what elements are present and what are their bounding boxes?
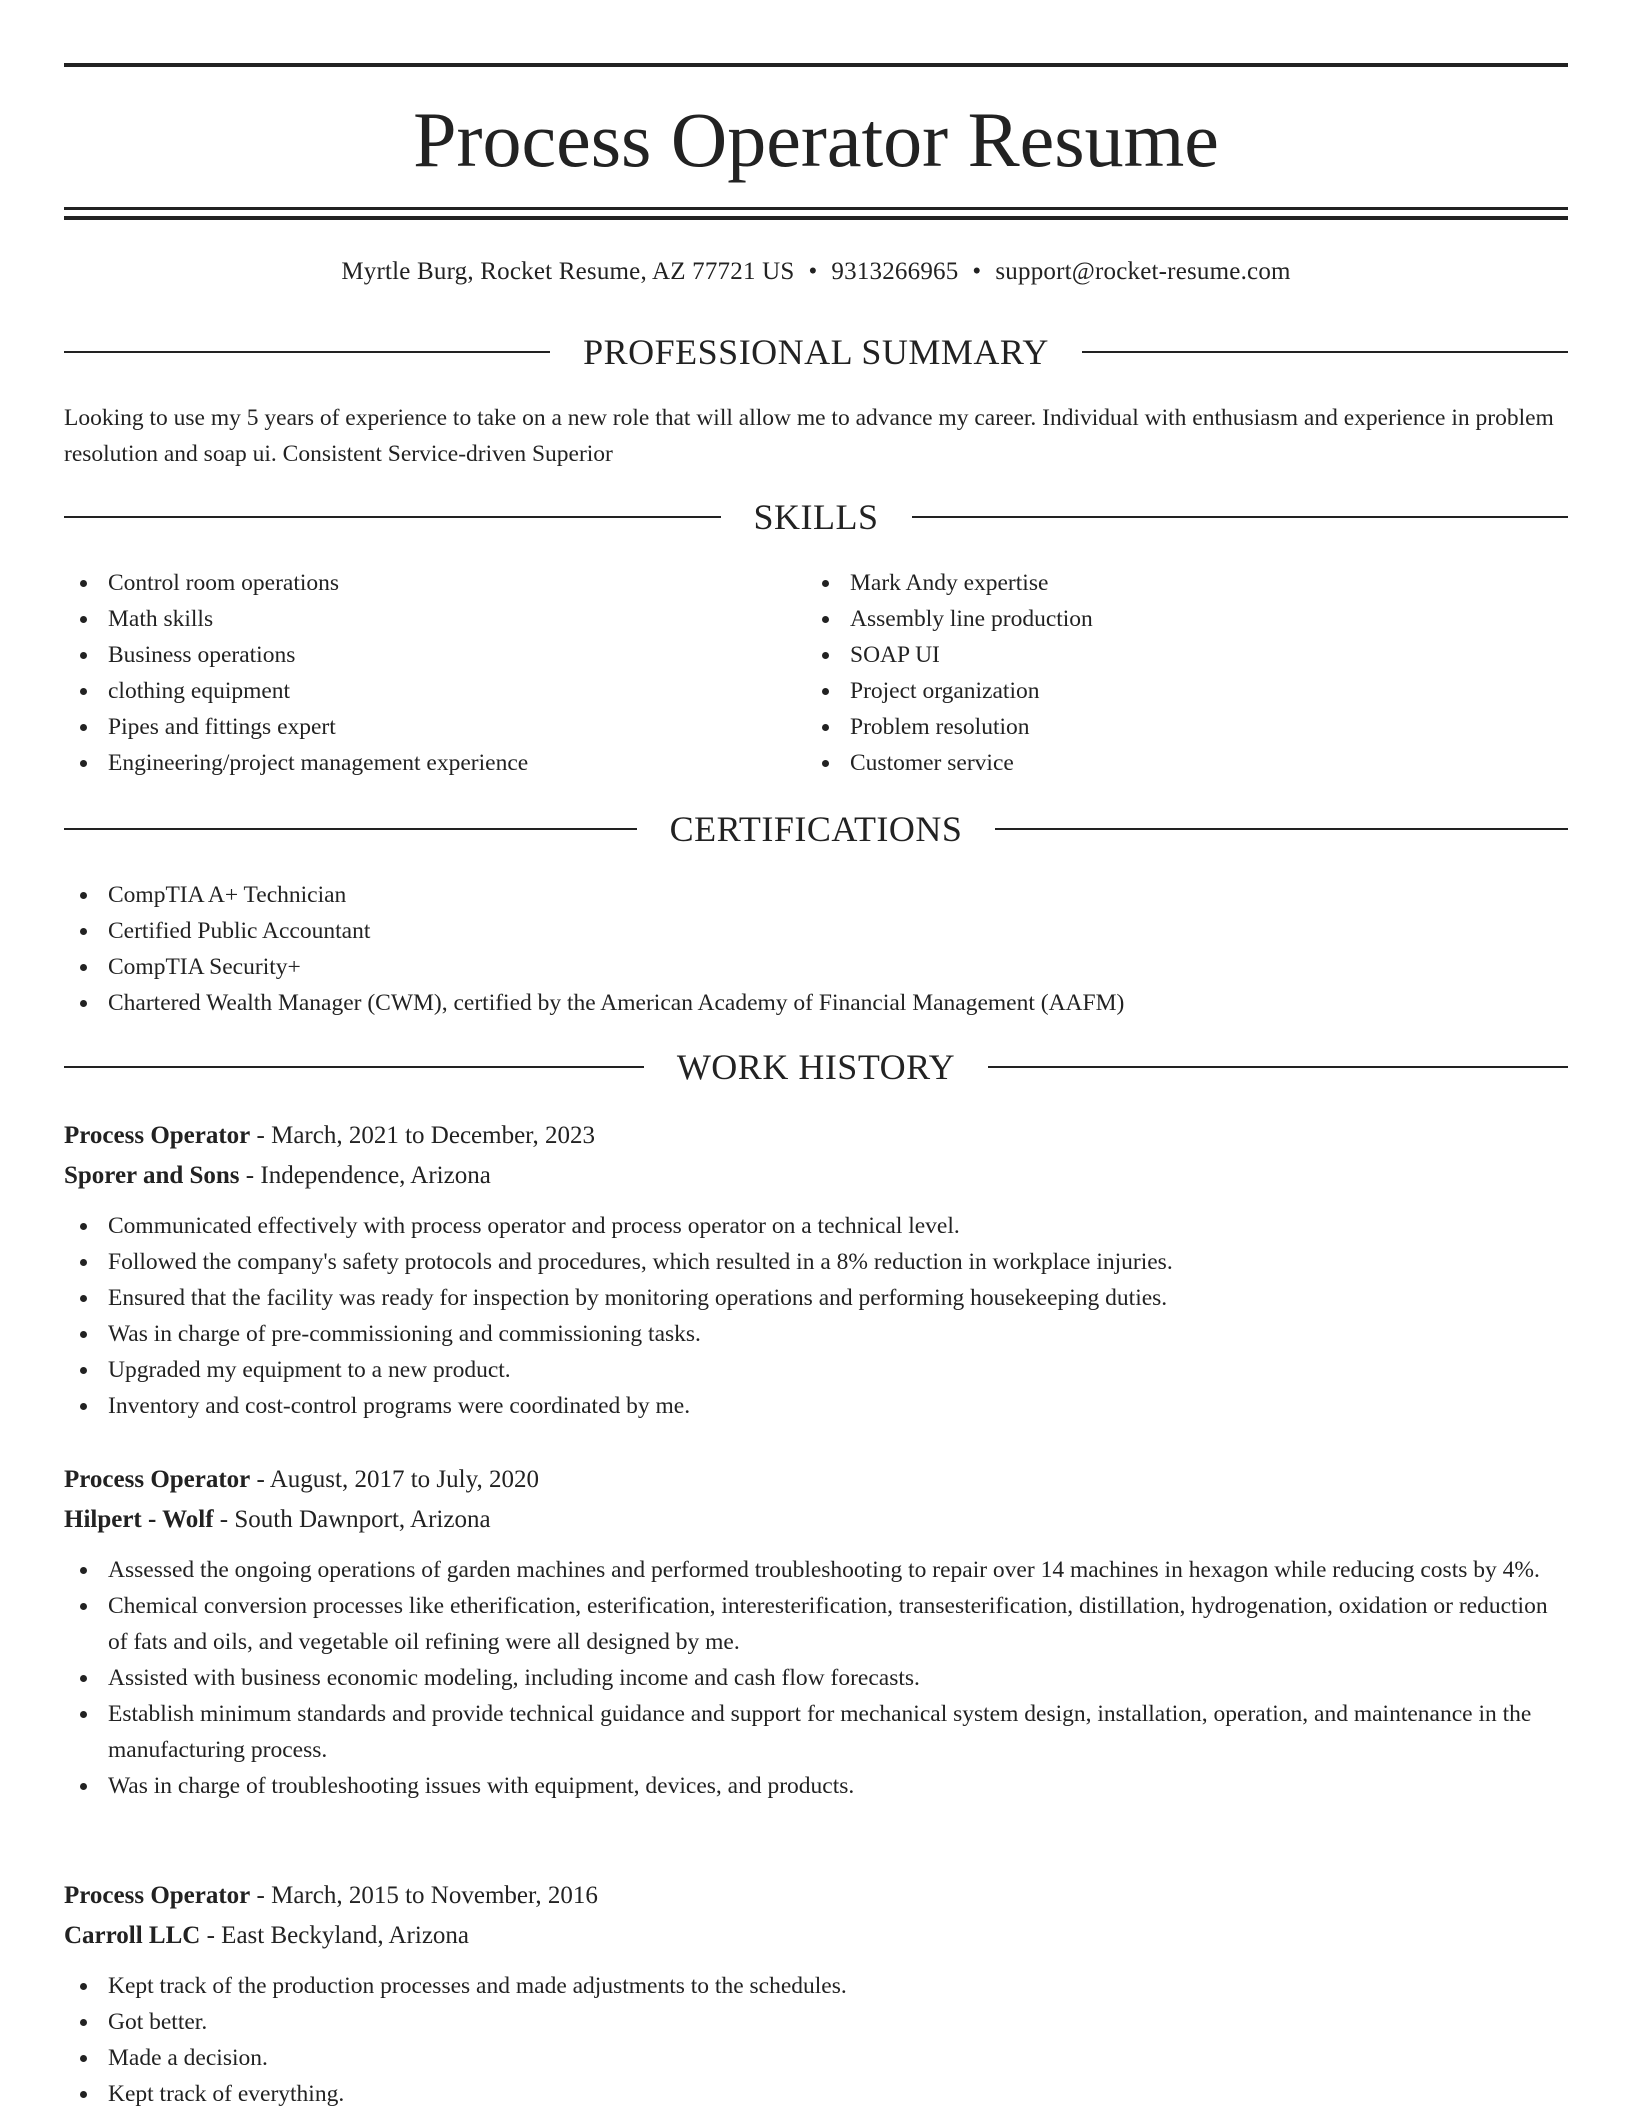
job-title: Process Operator — [64, 1466, 251, 1493]
contact-line — [64, 252, 1568, 292]
job-bullet: Was in charge of pre-commissioning and commissioning tasks. — [64, 1316, 1568, 1352]
job-bullet: Assessed the ongoing operations of garden machines and performed troubleshooting to repair over 14 machines in hexagon while reducing costs by 4%. — [64, 1552, 1568, 1588]
job-company: Carroll LLC — [64, 1922, 201, 1949]
skill-item: clothing equipment — [64, 673, 804, 709]
skill-item: Problem resolution — [806, 709, 1566, 745]
section-title: WORK HISTORY — [676, 1047, 956, 1087]
skill-item: Pipes and fittings expert — [64, 709, 804, 745]
job-location: - East Beckyland, Arizona — [200, 1922, 470, 1949]
heading-rule — [912, 516, 1569, 518]
section-heading-skills — [64, 494, 1568, 540]
certifications-list — [64, 877, 1568, 1021]
heading-rule — [64, 351, 550, 353]
heading-rule — [64, 1066, 644, 1068]
skill-item: Business operations — [64, 637, 804, 673]
contact-email: support@rocket-resume.com — [995, 258, 1291, 285]
job-title-line — [64, 1116, 1568, 1156]
job-company: Sporer and Sons — [64, 1162, 240, 1189]
job-dates: - March, 2015 to November, 2016 — [250, 1882, 598, 1909]
job-bullet: Followed the company's safety protocols and procedures, which resulted in a 8% reduction in workplace injuries. — [64, 1244, 1568, 1280]
section-title: PROFESSIONAL SUMMARY — [583, 332, 1049, 372]
heading-rule — [1082, 351, 1568, 353]
skill-item: SOAP UI — [806, 637, 1566, 673]
skill-item: Project organization — [806, 673, 1566, 709]
section-heading-summary — [64, 329, 1568, 375]
job-dates: - August, 2017 to July, 2020 — [250, 1466, 539, 1493]
job-bullet: Was in charge of troubleshooting issues with equipment, devices, and products. — [64, 1768, 1568, 1804]
job-entry — [64, 1460, 1568, 1804]
skill-item: Mark Andy expertise — [806, 565, 1566, 601]
top-rule — [64, 63, 1568, 67]
contact-phone: 9313266965 — [831, 258, 959, 285]
job-entry — [64, 1876, 1568, 2112]
skill-item: Control room operations — [64, 565, 804, 601]
job-bullet: Kept track of the production processes and made adjustments to the schedules. — [64, 1968, 1568, 2004]
job-company-line — [64, 1500, 1568, 1540]
job-title: Process Operator — [64, 1882, 251, 1909]
double-rule — [64, 207, 1568, 220]
summary-text: Looking to use my 5 years of experience to take on a new role that will allow me to advance my career. Individual with enthusiasm and experience in problem resolution and soap ui. Consistent Service-driven Superior — [64, 405, 1554, 467]
job-title-line — [64, 1876, 1568, 1916]
job-bullet: Upgraded my equipment to a new product. — [64, 1352, 1568, 1388]
certification-item: Certified Public Accountant — [64, 913, 1568, 949]
section-title: CERTIFICATIONS — [669, 809, 963, 849]
contact-separator: • — [808, 258, 818, 285]
skill-item: Assembly line production — [806, 601, 1566, 637]
certification-item: CompTIA A+ Technician — [64, 877, 1568, 913]
job-title: Process Operator — [64, 1122, 251, 1149]
contact-separator: • — [972, 258, 982, 285]
certification-item: CompTIA Security+ — [64, 949, 1568, 985]
job-bullet: Inventory and cost-control programs were coordinated by me. — [64, 1388, 1568, 1424]
job-bullet: Got better. — [64, 2004, 1568, 2040]
job-bullet: Ensured that the facility was ready for inspection by monitoring operations and performing housekeeping duties. — [64, 1280, 1568, 1316]
contact-address: Myrtle Burg, Rocket Resume, AZ 77721 US — [341, 258, 795, 285]
heading-rule — [988, 1066, 1568, 1068]
job-title-line — [64, 1460, 1568, 1500]
job-company-line — [64, 1156, 1568, 1196]
heading-rule — [995, 828, 1568, 830]
skill-item: Customer service — [806, 745, 1566, 781]
job-company: Hilpert - Wolf — [64, 1506, 214, 1533]
job-dates: - March, 2021 to December, 2023 — [250, 1122, 596, 1149]
job-location: - South Dawnport, Arizona — [213, 1506, 491, 1533]
job-bullets — [64, 1968, 1568, 2112]
skills-list-right — [806, 565, 1566, 781]
job-bullet: Communicated effectively with process operator and process operator on a technical level. — [64, 1208, 1568, 1244]
job-bullet: Assisted with business economic modeling, including income and cash flow forecasts. — [64, 1660, 1568, 1696]
job-bullet: Kept track of everything. — [64, 2076, 1568, 2112]
certification-item: Chartered Wealth Manager (CWM), certified by the American Academy of Financial Management (AAFM) — [64, 985, 1568, 1021]
job-entry — [64, 1116, 1568, 1424]
heading-rule — [64, 516, 721, 518]
skill-item: Engineering/project management experience — [64, 745, 804, 781]
job-bullet: Chemical conversion processes like etherification, esterification, interesterification, transesterification, distillation, hydrogenation, oxidation or reduction of fats and oils, and vegetable oil refining were all designed by me. — [64, 1588, 1568, 1660]
skill-item: Math skills — [64, 601, 804, 637]
page-title: Process Operator Resume — [413, 96, 1219, 183]
section-heading-certifications — [64, 806, 1568, 852]
heading-rule — [64, 828, 637, 830]
job-bullet: Establish minimum standards and provide technical guidance and support for mechanical system design, installation, operation, and maintenance in the manufacturing process. — [64, 1696, 1568, 1768]
job-bullets — [64, 1552, 1568, 1804]
job-location: - Independence, Arizona — [239, 1162, 491, 1189]
section-title: SKILLS — [753, 497, 879, 537]
job-bullet: Made a decision. — [64, 2040, 1568, 2076]
job-bullets — [64, 1208, 1568, 1424]
job-company-line — [64, 1916, 1568, 1956]
section-heading-work-history — [64, 1044, 1568, 1090]
skills-list-left — [64, 565, 804, 781]
